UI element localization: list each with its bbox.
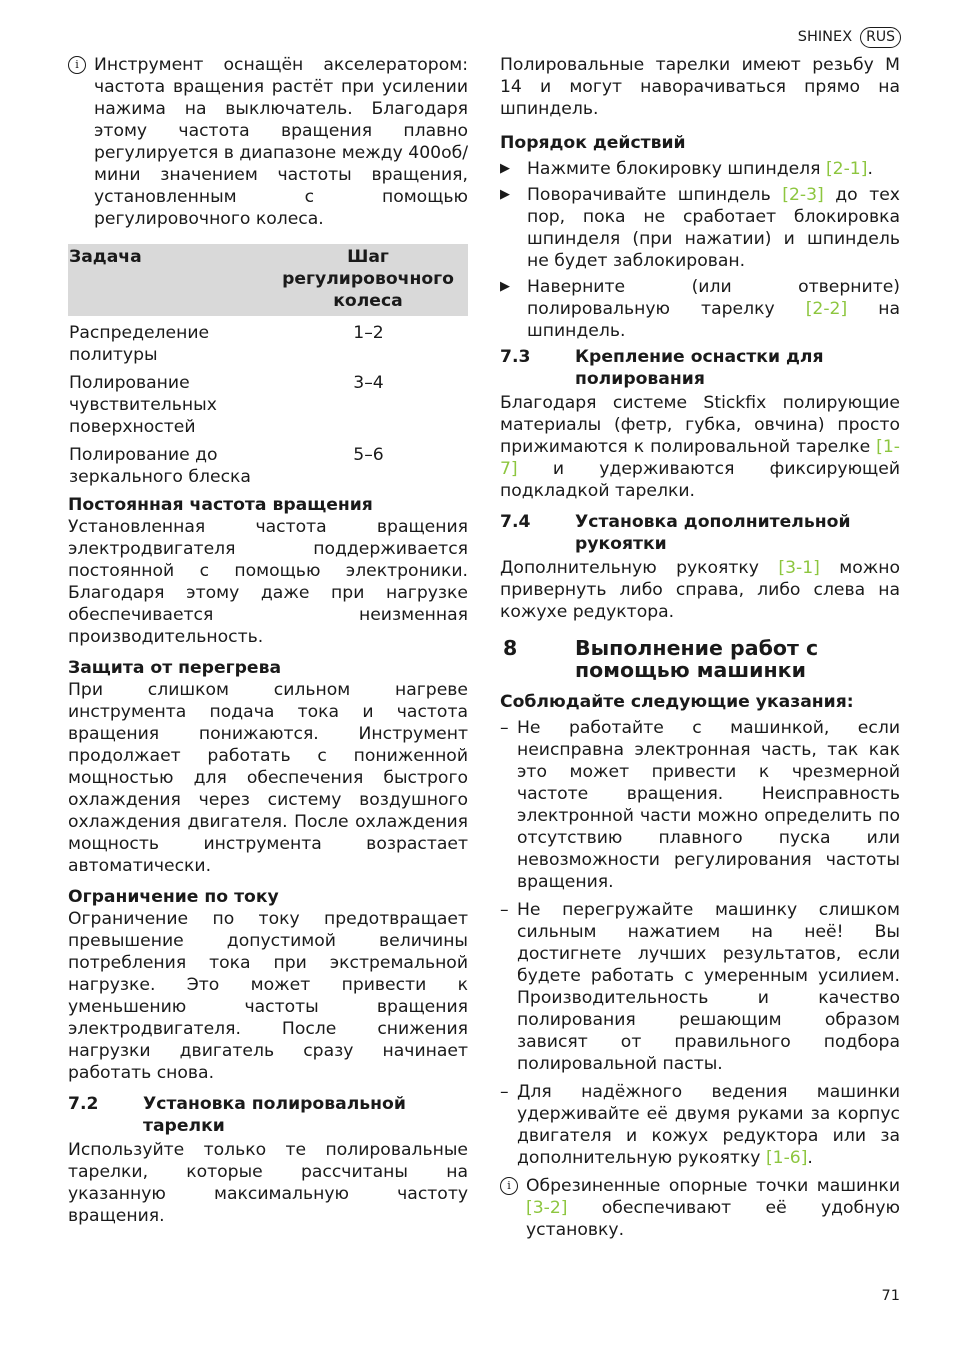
figure-reference: [3-2] (526, 1198, 568, 1218)
step-text: Наверните (или отверните) полировальную тарелку [2-2] на шпиндель. (527, 277, 901, 341)
chapter-title: Выполнение работ с помощью машинки (575, 636, 819, 682)
section-7-4-text: Дополнительную рукоятку [3-1] можно привернуть либо справа, либо слева на кожухе редуктора. (500, 558, 900, 622)
note-text: Не работайте с машинкой, если неисправна электронная часть, так как это может привести к чрезмерной частоте вращения. Неисправность электронной части можно определить по отсутствию плавного пуска или невозможности регулирования частоты вращения. (517, 718, 900, 892)
page-number: 71 (881, 1288, 900, 1304)
figure-reference: [3-1] (778, 558, 820, 578)
left-column (68, 54, 468, 1236)
table-row (68, 316, 468, 366)
table-header-row (68, 244, 468, 316)
figure-reference: [2-3] (782, 185, 824, 205)
section-7-4-heading (500, 511, 900, 555)
info-icon: i (68, 56, 86, 74)
accelerator-note (68, 54, 468, 230)
section-7-2-heading (68, 1093, 468, 1137)
list-item (500, 717, 900, 893)
dash-bullet: – (500, 900, 509, 920)
section-7-3-heading (500, 346, 900, 390)
figure-reference: [2-2] (805, 299, 848, 319)
chapter-8-heading (500, 637, 900, 681)
overheat-text: При слишком сильном нагреве инструмента подача тока и частота вращения понижаются. Инструмент продолжает работать с пониженной мощностью для обеспечения быстрого охлаждения через систему воздушного охлаждения двигателя. После охлаждения мощность инструмента возрастает автоматически. (68, 680, 468, 876)
arrow-right-icon: ▶ (500, 187, 510, 202)
info-icon: i (500, 1177, 518, 1195)
section-number: 7.4 (500, 512, 531, 532)
notes-heading: Соблюдайте следующие указания: (500, 692, 854, 712)
current-limit-heading: Ограничение по току (68, 887, 279, 907)
section-title: Крепление оснастки для полирования (575, 347, 824, 389)
current-limit-text: Ограничение по току предотвращает превышение допустимой величины потребления тока при экстремальной нагрузке. Это может привести к уменьшению частоты вращения электродвигателя. После снижения нагрузки двигатель сразу начинает работать снова. (68, 909, 468, 1083)
procedure-step (500, 158, 900, 180)
table-cell-task: Полирование чувствительных поверхностей (69, 373, 217, 437)
accelerator-note-text: Инструмент оснащён акселератором: частота вращения растёт при усилении нажима на выключатель. Благодаря этому частота вращения плавно регулируется в диапазоне между 400об/мини значением частоты вращения, установленным с помощью регулировочного колеса. (94, 55, 468, 229)
speed-table (68, 244, 468, 488)
table-cell-step: 5–6 (353, 445, 384, 465)
dash-bullet: – (500, 1082, 509, 1102)
arrow-right-icon: ▶ (500, 161, 510, 176)
constant-speed-heading: Постоянная частота вращения (68, 495, 373, 515)
support-points-note (500, 1175, 900, 1241)
chapter-number: 8 (503, 636, 518, 660)
table-row (68, 366, 468, 438)
section-title: Установка полировальной тарелки (143, 1094, 406, 1136)
overheat-heading: Защита от перегрева (68, 658, 282, 678)
list-item (500, 899, 900, 1075)
step-text: Поворачивайте шпиндель [2-3] до тех пор, пока не сработает блокировка шпинделя (при нажатии) и шпиндель не будет заблокирован. (527, 185, 900, 271)
procedure-step (500, 184, 900, 272)
section-7-3-text: Благодаря системе Stickfix полирующие материалы (фетр, губка, овчина) просто прижимаются к полировальной тарелке [1-7] и удерживаются фиксирующей подкладкой тарелки. (500, 393, 900, 501)
table-header-step: Шаг регулировочного колеса (268, 244, 468, 316)
section-7-2-text: Используйте только те полировальные тарелки, которые рассчитаны на указанную максимальную частоту вращения. (68, 1140, 468, 1226)
support-points-text: Обрезиненные опорные точки машинки [3-2] обеспечивают её удобную установку. (526, 1176, 900, 1240)
figure-reference: [2-1] (825, 159, 868, 179)
procedure-step (500, 276, 900, 342)
table-cell-step: 1–2 (353, 323, 384, 343)
section-number: 7.3 (500, 347, 531, 367)
figure-reference: [1-7] (500, 437, 900, 479)
section-title: Установка дополнительной рукоятки (575, 512, 851, 554)
procedure-heading: Порядок действий (500, 133, 686, 153)
right-column (500, 54, 900, 1251)
language-badge: RUS (860, 27, 901, 48)
page-header (798, 26, 901, 48)
figure-reference: [1-6] (765, 1148, 808, 1168)
table-cell-step: 3–4 (353, 373, 384, 393)
note-text: Не перегружайте машинку слишком сильным нажатием на неё! Вы достигнете лучших результатов, если будете работать с умеренным усилием. Производительность и качество полирования решающим образом зависят от правильного подбора полировальной пасты. (517, 900, 900, 1074)
step-text: Нажмите блокировку шпинделя [2-1]. (527, 159, 873, 179)
note-text: Для надёжного ведения машинки удерживайте её двумя руками за корпус двигателя и кожух редуктора или за дополнительную рукоятку [1-6]. (517, 1082, 900, 1168)
list-item (500, 1081, 900, 1169)
table-cell-task: Полирование до зеркального блеска (69, 445, 251, 487)
section-number: 7.2 (68, 1094, 99, 1114)
dash-bullet: – (500, 718, 509, 738)
table-row (68, 438, 468, 488)
thread-text: Полировальные тарелки имеют резьбу М 14 и могут наворачиваться прямо на шпиндель. (500, 55, 900, 119)
brand-name: SHINEX (797, 29, 853, 45)
table-cell-task: Распределение политуры (69, 323, 210, 365)
arrow-right-icon: ▶ (500, 279, 510, 294)
constant-speed-text: Установленная частота вращения электродвигателя поддерживается постоянной с помощью электроники. Благодаря этому даже при нагрузке обеспечивается неизменная производительность. (68, 517, 468, 647)
table-header-task: Задача (68, 244, 268, 316)
